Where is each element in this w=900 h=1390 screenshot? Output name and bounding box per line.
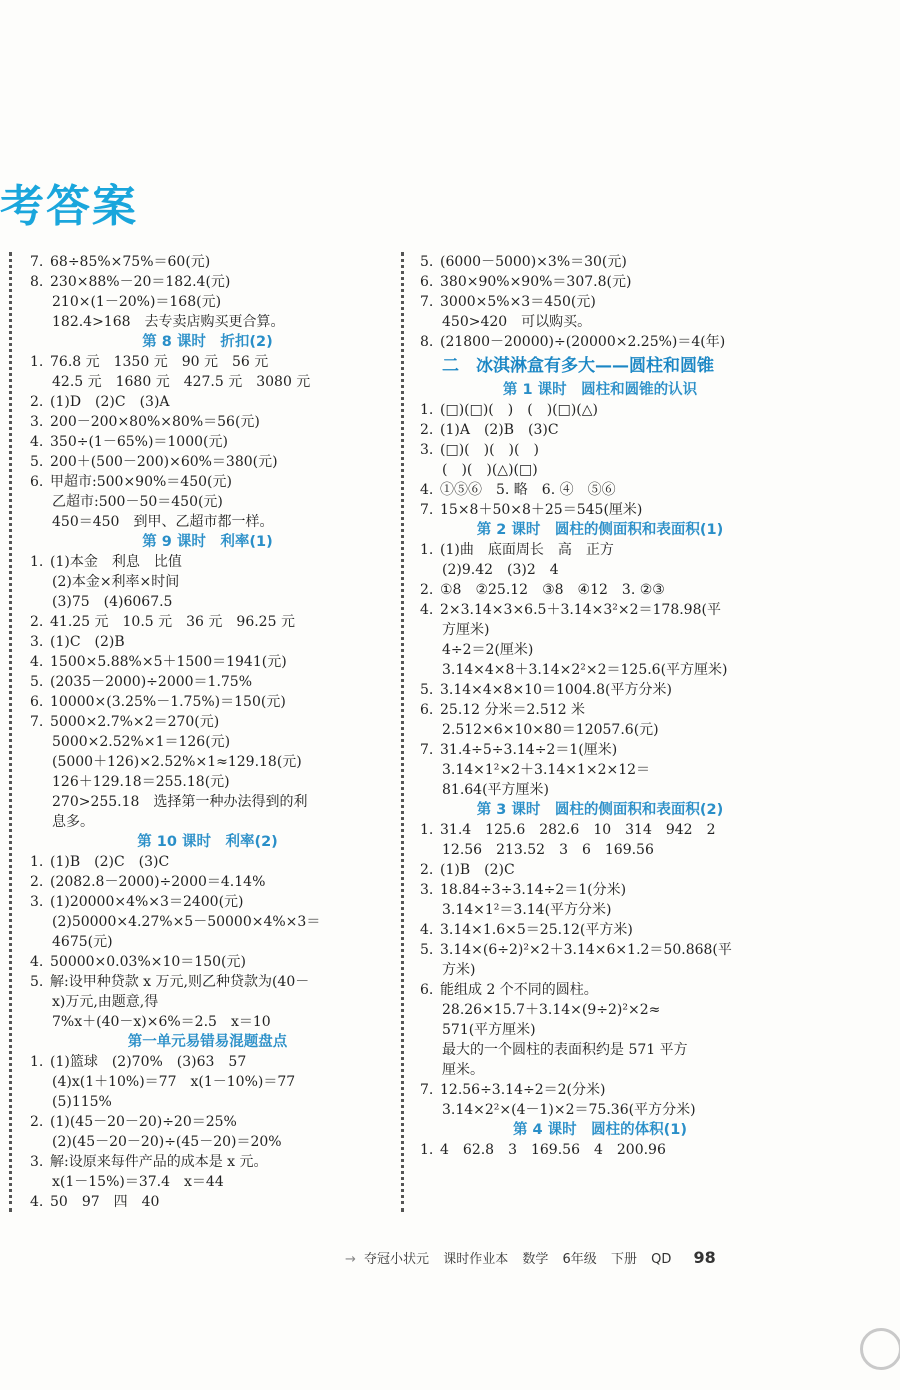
answer-line <box>30 1112 385 1132</box>
answer-text: 200＋(500－200)×60%＝380(元) <box>50 454 278 470</box>
question-number: 4. <box>420 922 434 938</box>
answer-text: 2×3.14×3×6.5＋3.14×3²×2＝178.98(平 <box>440 602 721 618</box>
answer-line <box>420 332 780 352</box>
answer-text: 200－200×80%×80%＝56(元) <box>50 414 260 430</box>
answer-text: 31.4 125.6 282.6 10 314 942 2 <box>440 822 716 838</box>
question-number: 5. <box>420 254 434 270</box>
arrow-icon: → <box>345 1252 356 1267</box>
question-number: 5. <box>420 942 434 958</box>
column-divider-right <box>401 252 404 1212</box>
answer-text: (1)B (2)C <box>440 862 515 878</box>
question-number: 2. <box>420 582 434 598</box>
question-number: 3. <box>420 442 434 458</box>
question-number: 6. <box>30 474 44 490</box>
answer-line <box>420 440 780 460</box>
question-number: 2. <box>30 394 44 410</box>
answer-text: (1)A (2)B (3)C <box>440 422 559 438</box>
answer-text: 3.14×4×8×10＝1004.8(平方分米) <box>440 682 672 698</box>
question-number: 5. <box>420 682 434 698</box>
answer-line <box>30 712 385 732</box>
answer-text: 3.14×1.6×5＝25.12(平方米) <box>440 922 633 938</box>
edition: QD <box>651 1252 672 1267</box>
question-number: 4. <box>30 954 44 970</box>
answer-line <box>30 672 385 692</box>
grade: 6年级 <box>562 1252 597 1267</box>
answer-text: 350÷(1－65%)＝1000(元) <box>50 434 228 450</box>
question-number: 5. <box>30 674 44 690</box>
answer-text: 5000×2.7%×2＝270(元) <box>50 714 220 730</box>
book-name: 课时作业本 <box>443 1252 509 1267</box>
answer-text: (□)(□)( ) ( )(□)(△) <box>440 402 598 418</box>
question-number: 5. <box>30 974 44 990</box>
lesson-heading: 第 8 课时 折扣(2) <box>142 334 273 350</box>
question-number: 3. <box>30 414 44 430</box>
answer-text: 380×90%×90%＝307.8(元) <box>440 274 632 290</box>
answer-continuation: 4÷2＝2(厘米) <box>442 642 534 658</box>
answer-text: (1)C (2)B <box>50 634 125 650</box>
answer-line <box>30 852 385 872</box>
answer-continuation: 5000×2.52%×1＝126(元) <box>52 734 231 750</box>
question-number: 7. <box>30 254 44 270</box>
question-number: 4. <box>420 602 434 618</box>
answer-line <box>420 540 780 560</box>
question-number: 1. <box>30 854 44 870</box>
answer-text: 解:设原来每件产品的成本是 x 元。 <box>50 1154 268 1170</box>
answer-continuation: 3.14×4×8＋3.14×2²×2＝125.6(平方厘米) <box>442 662 728 678</box>
answer-line <box>420 1140 780 1160</box>
answer-continuation: 571(平方厘米) <box>442 1022 536 1038</box>
answer-continuation: 126＋129.18＝255.18(元) <box>52 774 230 790</box>
answer-line <box>420 500 780 520</box>
lesson-heading: 第 9 课时 利率(1) <box>142 534 273 550</box>
question-number: 7. <box>420 294 434 310</box>
answer-continuation: (2)9.42 (3)2 4 <box>442 562 559 578</box>
lesson-heading: 第 3 课时 圆柱的侧面积和表面积(2) <box>476 802 724 818</box>
answer-text: ①8 ②25.12 ③8 ④12 3. ②③ <box>440 582 665 598</box>
answer-continuation: 3.14×2²×(4－1)×2＝75.36(平方分米) <box>442 1102 696 1118</box>
answer-text: 68÷85%×75%＝60(元) <box>50 254 211 270</box>
question-number: 3. <box>30 894 44 910</box>
column-divider-left <box>9 252 12 1212</box>
volume: 下册 <box>610 1252 637 1267</box>
answer-continuation: 42.5 元 1680 元 427.5 元 3080 元 <box>52 374 311 390</box>
answer-continuation: 方厘米) <box>442 622 490 638</box>
answer-continuation: 81.64(平方厘米) <box>442 782 550 798</box>
answer-line <box>30 252 385 272</box>
answer-text: (1)20000×4%×3＝2400(元) <box>50 894 244 910</box>
answer-line <box>420 880 780 900</box>
answer-text: (21800－20000)÷(20000×2.25%)＝4(年) <box>440 334 726 350</box>
question-number: 1. <box>30 1054 44 1070</box>
question-number: 2. <box>30 874 44 890</box>
question-number: 2. <box>420 422 434 438</box>
question-number: 4. <box>30 434 44 450</box>
lesson-heading: 第 2 课时 圆柱的侧面积和表面积(1) <box>476 522 724 538</box>
question-number: 7. <box>30 714 44 730</box>
answer-text: ①⑤⑥ 5. 略 6. ④ ⑤⑥ <box>440 482 616 498</box>
answer-continuation: 210×(1－20%)＝168(元) <box>52 294 222 310</box>
answer-text: 31.4÷5÷3.14÷2＝1(厘米) <box>440 742 618 758</box>
question-number: 7. <box>420 742 434 758</box>
answer-continuation: 182.4>168 去专卖店购买更合算。 <box>52 314 285 330</box>
question-number: 2. <box>30 1114 44 1130</box>
answer-continuation: (3)75 (4)6067.5 <box>52 594 173 610</box>
answer-line <box>30 892 385 912</box>
question-number: 6. <box>420 702 434 718</box>
page-number: 98 <box>693 1248 716 1267</box>
answer-text: 230×88%－20＝182.4(元) <box>50 274 231 290</box>
answer-text: (2082.8－2000)÷2000＝4.14% <box>50 874 266 890</box>
answer-continuation: 最大的一个圆柱的表面积约是 571 平方 <box>442 1042 688 1058</box>
answer-text: 3.14×(6÷2)²×2＋3.14×6×1.2＝50.868(平 <box>440 942 732 958</box>
answer-text: 15×8＋50×8＋25＝545(厘米) <box>440 502 643 518</box>
question-number: 5. <box>30 454 44 470</box>
answer-line <box>420 820 780 840</box>
answer-text: (1)篮球 (2)70% (3)63 57 <box>50 1054 247 1070</box>
page-title: 考答案 <box>0 181 138 232</box>
answer-line <box>420 700 780 720</box>
answer-line <box>30 272 385 292</box>
page-footer <box>345 1248 726 1267</box>
question-number: 3. <box>30 634 44 650</box>
answer-line <box>30 452 385 472</box>
question-number: 1. <box>420 402 434 418</box>
answer-column-left <box>30 252 385 1212</box>
answer-line <box>420 272 780 292</box>
question-number: 1. <box>420 822 434 838</box>
answer-continuation: 3.14×1²＝3.14(平方分米) <box>442 902 612 918</box>
answer-text: 41.25 元 10.5 元 36 元 96.25 元 <box>50 614 295 630</box>
answer-continuation: (2)50000×4.27%×5－50000×4%×3＝ <box>52 914 321 930</box>
answer-column-right <box>420 252 780 1160</box>
answer-text: 50000×0.03%×10＝150(元) <box>50 954 246 970</box>
answer-line <box>30 352 385 372</box>
answer-line <box>420 252 780 272</box>
question-number: 6. <box>420 982 434 998</box>
question-number: 7. <box>420 1082 434 1098</box>
answer-continuation: x(1－15%)＝37.4 x＝44 <box>52 1174 224 1190</box>
answer-continuation: 息多。 <box>52 814 94 830</box>
answer-continuation: 乙超市:500－50＝450(元) <box>52 494 223 510</box>
answer-continuation: (5000＋126)×2.52%×1≈129.18(元) <box>52 754 302 770</box>
answer-text: (1)(45－20－20)÷20＝25% <box>50 1114 237 1130</box>
answer-text: (1)曲 底面周长 高 正方 <box>440 542 614 558</box>
answer-continuation: (4)x(1＋10%)＝77 x(1－10%)＝77 <box>52 1074 296 1090</box>
answer-text: 1500×5.88%×5＋1500＝1941(元) <box>50 654 287 670</box>
answer-line <box>420 580 780 600</box>
answer-continuation: 厘米。 <box>442 1062 484 1078</box>
answer-text: (□)( )( )( ) <box>440 442 539 458</box>
question-number: 1. <box>30 554 44 570</box>
answer-line <box>420 940 780 960</box>
answer-line <box>30 1052 385 1072</box>
question-number: 1. <box>420 542 434 558</box>
answer-text: 18.84÷3÷3.14÷2＝1(分米) <box>440 882 627 898</box>
question-number: 4. <box>30 1194 44 1210</box>
question-number: 4. <box>30 654 44 670</box>
answer-text: 甲超市:500×90%＝450(元) <box>50 474 232 490</box>
answer-text: 10000×(3.25%－1.75%)＝150(元) <box>50 694 286 710</box>
answer-continuation: 450>420 可以购买。 <box>442 314 592 330</box>
answer-line <box>30 552 385 572</box>
answer-continuation: 450＝450 到甲、乙超市都一样。 <box>52 514 274 530</box>
answer-line <box>30 652 385 672</box>
answer-text: 76.8 元 1350 元 90 元 56 元 <box>50 354 269 370</box>
answer-text: 能组成 2 个不同的圆柱。 <box>440 982 598 998</box>
question-number: 4. <box>420 482 434 498</box>
answer-continuation: 2.512×6×10×80＝12057.6(元) <box>442 722 659 738</box>
answer-line <box>420 920 780 940</box>
answer-text: (2035－2000)÷2000＝1.75% <box>50 674 253 690</box>
question-number: 2. <box>30 614 44 630</box>
answer-line <box>420 600 780 620</box>
question-number: 8. <box>30 274 44 290</box>
answer-text: (1)D (2)C (3)A <box>50 394 170 410</box>
answer-text: 12.56÷3.14÷2＝2(分米) <box>440 1082 606 1098</box>
answer-line <box>30 1152 385 1172</box>
answer-text: (6000－5000)×3%＝30(元) <box>440 254 627 270</box>
answer-line <box>420 860 780 880</box>
answer-continuation: (5)115% <box>52 1094 112 1110</box>
answer-text: 解:设甲种贷款 x 万元,则乙种贷款为(40－ <box>50 974 310 990</box>
question-number: 6. <box>420 274 434 290</box>
unit-heading: 二 冰淇淋盒有多大——圆柱和圆锥 <box>442 356 714 376</box>
answer-line <box>30 972 385 992</box>
answer-line <box>30 412 385 432</box>
lesson-heading: 第 4 课时 圆柱的体积(1) <box>512 1122 688 1138</box>
answer-line <box>420 1080 780 1100</box>
answer-continuation: 3.14×1²×2＋3.14×1×2×12＝ <box>442 762 651 778</box>
answer-line <box>30 1192 385 1212</box>
answer-continuation: 12.56 213.52 3 6 169.56 <box>442 842 654 858</box>
question-number: 8. <box>420 334 434 350</box>
answer-continuation: 270>255.18 选择第一种办法得到的利 <box>52 794 308 810</box>
lesson-heading: 第 10 课时 利率(2) <box>137 834 278 850</box>
answer-continuation: 4675(元) <box>52 934 113 950</box>
subject: 数学 <box>522 1252 549 1267</box>
question-number: 3. <box>420 882 434 898</box>
answer-text: (1)本金 利息 比值 <box>50 554 182 570</box>
answer-line <box>420 420 780 440</box>
answer-line <box>30 632 385 652</box>
answer-line <box>30 872 385 892</box>
lesson-heading: 第 1 课时 圆柱和圆锥的认识 <box>502 382 698 398</box>
answer-text: 25.12 分米＝2.512 米 <box>440 702 586 718</box>
answer-line <box>420 292 780 312</box>
answer-line <box>30 612 385 632</box>
lesson-heading: 第一单元易错易混题盘点 <box>127 1034 288 1050</box>
question-number: 7. <box>420 502 434 518</box>
answer-continuation: (2)本金×利率×时间 <box>52 574 180 590</box>
answer-line <box>30 692 385 712</box>
answer-line <box>420 740 780 760</box>
answer-continuation: (2)(45－20－20)÷(45－20)＝20% <box>52 1134 282 1150</box>
answer-continuation: 方米) <box>442 962 476 978</box>
answer-line <box>420 980 780 1000</box>
answer-line <box>30 472 385 492</box>
answer-line <box>30 952 385 972</box>
answer-line <box>30 432 385 452</box>
answer-line <box>420 400 780 420</box>
answer-line <box>420 480 780 500</box>
answer-continuation: x)万元,由题意,得 <box>52 994 159 1010</box>
question-number: 6. <box>30 694 44 710</box>
answer-line <box>30 392 385 412</box>
answer-continuation: ( )( )(△)(□) <box>442 462 538 478</box>
question-number: 1. <box>420 1142 434 1158</box>
question-number: 3. <box>30 1154 44 1170</box>
answer-continuation: 7%x＋(40－x)×6%＝2.5 x＝10 <box>52 1014 271 1030</box>
answer-text: (1)B (2)C (3)C <box>50 854 170 870</box>
watermark-badge-icon <box>860 1328 900 1370</box>
answer-line <box>420 680 780 700</box>
answer-continuation: 28.26×15.7＋3.14×(9÷2)²×2≈ <box>442 1002 661 1018</box>
answer-text: 50 97 四 40 <box>50 1194 160 1210</box>
answer-text: 3000×5%×3＝450(元) <box>440 294 596 310</box>
question-number: 2. <box>420 862 434 878</box>
question-number: 1. <box>30 354 44 370</box>
brand-name: 夺冠小状元 <box>364 1252 430 1267</box>
answer-text: 4 62.8 3 169.56 4 200.96 <box>440 1142 666 1158</box>
